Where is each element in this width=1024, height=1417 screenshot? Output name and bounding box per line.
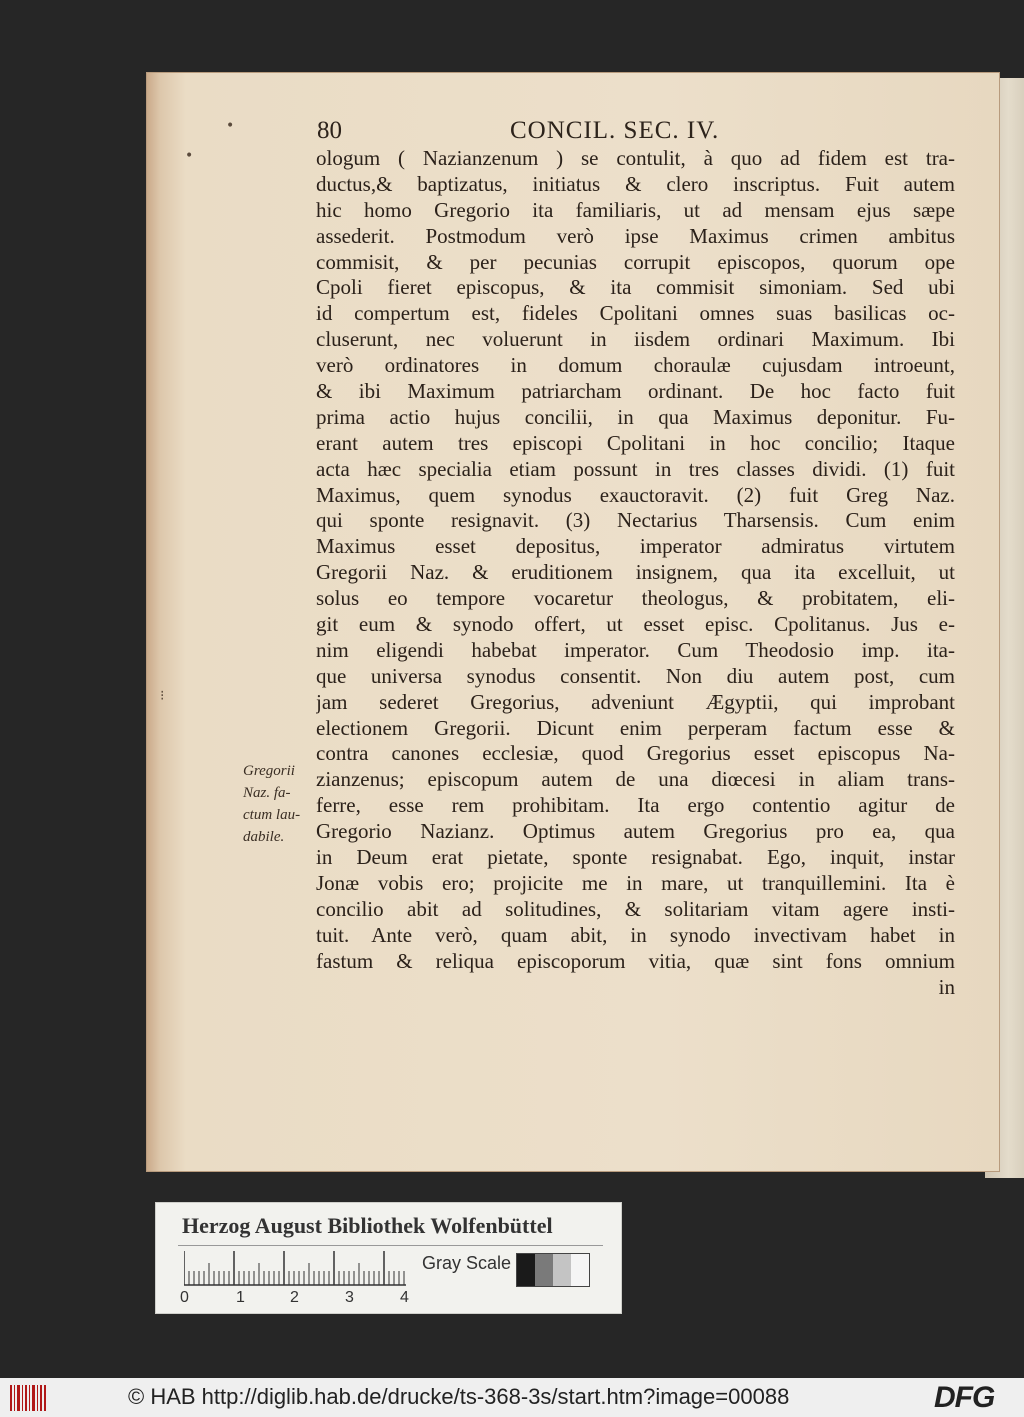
text-line: Gregorio Nazianz. Optimus autem Gregorius pro ea, qua <box>316 819 955 844</box>
ink-mark: ⁝ <box>160 688 165 704</box>
text-line: qui sponte resignavit. (3) Nectarius Tharsensis. Cum enim <box>316 508 955 533</box>
running-head: CONCIL. SEC. IV. <box>510 117 720 144</box>
page-number: 80 <box>317 117 342 144</box>
dfg-logo: DFG <box>934 1381 995 1414</box>
source-link[interactable]: © HAB http://diglib.hab.de/drucke/ts-368-3s/start.htm?image=00088 <box>128 1384 790 1409</box>
library-name: Herzog August Bibliothek Wolfenbüttel <box>182 1213 553 1238</box>
barcode-icon <box>10 1385 46 1411</box>
gray-swatch <box>553 1254 571 1286</box>
text-line: concilio abit ad solitudines, & solitariam vitam agere insti- <box>316 896 955 921</box>
text-line: Gregorii Naz. & eruditionem insignem, qua ita excelluit, ut <box>316 560 955 585</box>
margin-note-line: Naz. fa- <box>243 785 291 801</box>
text-line: commisit, & per pecunias corrupit episcopos, quorum ope <box>316 249 955 274</box>
margin-note-line: ctum lau- <box>243 807 301 823</box>
text-line: Cpoli fieret episcopus, & ita commisit simoniam. Sed ubi <box>316 275 955 300</box>
text-line: electionem Gregorii. Dicunt enim perperam factum esse & <box>316 715 955 740</box>
ruler-number: 2 <box>290 1289 299 1306</box>
margin-note <box>243 760 323 848</box>
text-line: fastum & reliqua episcoporum vitia, quæ sint fons omnium <box>316 948 955 973</box>
text-line: solus eo tempore vocaretur theologus, & probitatem, eli- <box>316 586 955 611</box>
text-line: ologum ( Nazianzenum ) se contulit, à quo ad fidem est tra- <box>316 146 955 170</box>
gray-swatch <box>571 1254 589 1286</box>
ink-mark: • <box>226 118 235 134</box>
text-line: hic homo Gregorio ita familiaris, ut ad mensam ejus sæpe <box>316 197 955 222</box>
text-line: git eum & synodo offert, ut esset episc. Cpolitanus. Jus e- <box>316 612 955 637</box>
ruler-number: 0 <box>180 1289 189 1306</box>
text-line: & ibi Maximum patriarcham ordinant. De hoc facto fuit <box>316 379 955 404</box>
ink-mark: • <box>185 148 194 164</box>
text-line: assederit. Postmodum verò ipse Maximus crimen ambitus <box>316 223 955 248</box>
grayscale-label: Gray Scale <box>422 1253 512 1273</box>
grayscale-swatches <box>516 1253 590 1287</box>
body-text <box>316 146 955 1006</box>
viewer-footer <box>0 1378 1024 1417</box>
margin-note-line: dabile. <box>243 829 285 845</box>
text-line: ferre, esse rem prohibitam. Ita ergo contentio agitur de <box>316 793 955 818</box>
gray-swatch <box>535 1254 553 1286</box>
text-line: verò ordinatores in domum choraulæ cujusdam introeunt, <box>316 353 955 378</box>
text-line: prima actio hujus concilii, in qua Maximus deponitur. Fu- <box>316 404 955 429</box>
text-line: erant autem tres episcopi Cpolitani in hoc concilio; Itaque <box>316 430 955 455</box>
text-line: in Deum erat pietate, sponte resignabat. Ego, inquit, instar <box>316 845 955 870</box>
ruler-number: 3 <box>345 1289 354 1306</box>
text-line: zianzenus; episcopum autem de una diœcesi in aliam trans- <box>316 767 955 792</box>
text-line: nim eligendi habebat imperator. Cum Theodosio imp. ita- <box>316 637 955 662</box>
text-line: tuit. Ante verò, quam abit, in synodo invectivam habet in <box>316 922 955 947</box>
text-line: ductus,& baptizatus, initiatus & clero inscriptus. Fuit autem <box>316 171 955 196</box>
text-line: contra canones ecclesiæ, quod Gregorius esset episcopus Na- <box>316 741 955 766</box>
gray-swatch <box>517 1254 535 1286</box>
text-line: Jonæ vobis ero; projicite me in mare, ut tranquillemini. Ita è <box>316 870 955 895</box>
ruler-number: 1 <box>236 1289 245 1306</box>
text-line: que universa synodus consentit. Non diu autem post, cum <box>316 663 955 688</box>
ruler-number: 4 <box>400 1289 409 1306</box>
library-color-card <box>155 1202 622 1314</box>
margin-note-line: Gregorii <box>243 763 295 779</box>
card-divider <box>178 1245 603 1246</box>
text-line: cluserunt, nec voluerunt in iisdem ordinari Maximum. Ibi <box>316 327 955 352</box>
text-line: id compertum est, fideles Cpolitani omnes suas basilicas oc- <box>316 301 955 326</box>
text-line: Maximus esset depositus, imperator admiratus virtutem <box>316 534 955 559</box>
text-line: jam sederet Gregorius, adveniunt Ægyptii, qui improbant <box>316 689 955 714</box>
text-line: in <box>938 974 955 999</box>
text-line: Maximus, quem synodus exauctoravit. (2) fuit Greg Naz. <box>316 482 955 507</box>
text-line: acta hæc specialia etiam possunt in tres classes dividi. (1) fuit <box>316 456 955 481</box>
ruler-scale <box>184 1251 406 1287</box>
